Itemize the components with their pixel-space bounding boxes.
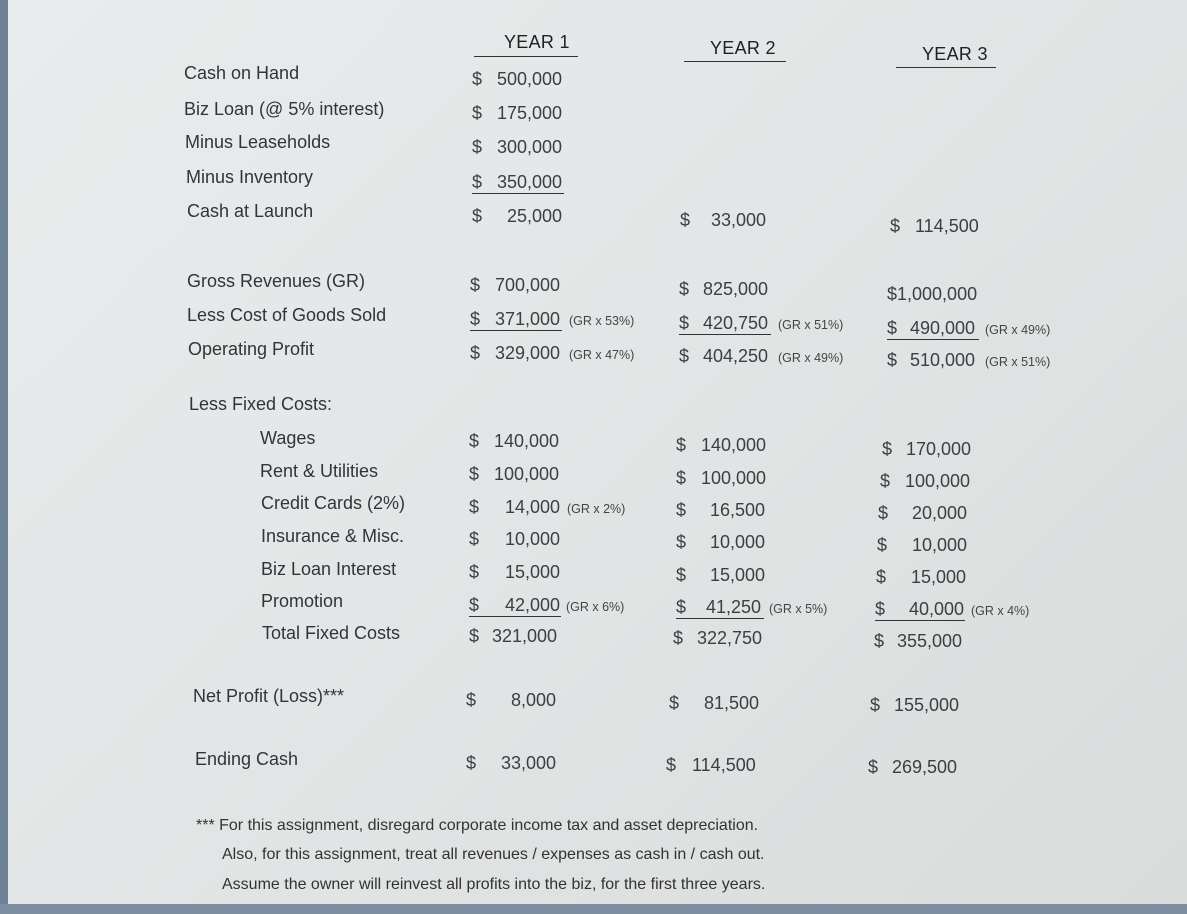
dollar-sign: $ <box>676 435 687 455</box>
y2-gross-revenues: 825,000 <box>703 279 769 299</box>
y1-leaseholds: 300,000 <box>497 137 563 157</box>
y3-loan-interest: 15,000 <box>911 567 967 587</box>
label-cash-on-hand: Cash on Hand <box>184 63 300 83</box>
dollar-sign: $ <box>676 500 687 520</box>
y3-promotion: 40,000 <box>909 599 965 619</box>
label-less-cogs: Less Cost of Goods Sold <box>187 305 387 325</box>
dollar-sign: $ <box>472 137 483 157</box>
dollar-sign: $ <box>669 693 680 713</box>
y2-total-fixed: 322,750 <box>697 628 763 648</box>
dollar-sign: $ <box>469 529 480 549</box>
dollar-sign: $ <box>880 471 891 491</box>
y2-wages: 140,000 <box>701 435 767 455</box>
header-underline-3 <box>896 67 996 68</box>
dollar-sign: $ <box>469 464 480 484</box>
y2-loan-interest: 15,000 <box>710 565 766 585</box>
y2-net-profit: 81,500 <box>704 693 760 713</box>
screen-edge-bottom <box>0 904 1187 914</box>
y1-total-fixed: 321,000 <box>492 626 558 646</box>
label-net-profit: Net Profit (Loss)*** <box>193 686 345 706</box>
y3-cash-at-launch: 114,500 <box>915 216 979 236</box>
dollar-sign: $ <box>469 562 480 582</box>
dollar-sign: $ <box>470 275 481 295</box>
dollar-sign: $ <box>878 503 889 523</box>
y2-ending-cash: 114,500 <box>692 755 756 775</box>
dollar-sign: $ <box>676 532 687 552</box>
label-insurance: Insurance & Misc. <box>261 526 405 546</box>
dollar-sign: $ <box>472 206 483 226</box>
label-minus-leaseholds: Minus Leaseholds <box>185 132 331 152</box>
dollar-sign: $ <box>870 695 881 715</box>
dollar-sign: $ <box>676 468 687 488</box>
dollar-sign: $ <box>666 755 677 775</box>
dollar-sign: $ <box>469 431 480 451</box>
y1-cogs-note: (GR x 53%) <box>569 314 635 328</box>
y1-credit-cards: 14,000 <box>505 497 561 517</box>
y3-promo-note: (GR x 4%) <box>971 604 1030 618</box>
header-year-2: YEAR 2 <box>710 38 776 58</box>
y3-total-fixed: 355,000 <box>897 631 963 651</box>
footnote-line-2: Also, for this assignment, treat all revenues / expenses as cash in / cash out. <box>222 846 765 863</box>
y2-cogs: 420,750 <box>703 313 769 333</box>
y1-rent: 100,000 <box>494 464 560 484</box>
label-total-fixed-costs: Total Fixed Costs <box>262 623 401 643</box>
dollar-sign: $ <box>876 567 887 587</box>
y2-op-note: (GR x 49%) <box>778 351 844 365</box>
y2-credit-cards: 16,500 <box>710 500 766 520</box>
dollar-sign: $ <box>679 279 690 299</box>
y3-gross-revenues: $1,000,000 <box>887 284 978 304</box>
dollar-sign: $ <box>466 690 477 710</box>
dollar-sign: $ <box>472 103 483 123</box>
y3-rent: 100,000 <box>905 471 971 491</box>
label-operating-profit: Operating Profit <box>188 339 315 359</box>
screen-edge-left <box>0 0 8 914</box>
y2-cash-at-launch: 33,000 <box>711 210 767 230</box>
dollar-sign: $ <box>679 346 690 366</box>
label-wages: Wages <box>260 428 316 448</box>
dollar-sign: $ <box>470 343 481 363</box>
y2-insurance: 10,000 <box>710 532 766 552</box>
label-biz-loan: Biz Loan (@ 5% interest) <box>184 99 385 119</box>
y1-gross-revenues: 700,000 <box>495 275 561 295</box>
dollar-sign: $ <box>676 597 764 619</box>
label-less-fixed-costs: Less Fixed Costs: <box>189 394 333 414</box>
y2-promo-note: (GR x 5%) <box>769 602 828 616</box>
y2-promotion: 41,250 <box>706 597 762 617</box>
dollar-sign: $ <box>673 628 684 648</box>
dollar-sign: $ <box>877 535 888 555</box>
dollar-sign: $ <box>890 216 901 236</box>
y1-cogs: 371,000 <box>495 309 561 329</box>
y1-loan-interest: 15,000 <box>505 562 561 582</box>
header-underline-2 <box>684 61 786 62</box>
dollar-sign: $ <box>472 172 564 194</box>
y3-cogs: 490,000 <box>910 318 976 338</box>
y1-inventory: 350,000 <box>497 172 563 192</box>
dollar-sign: $ <box>469 497 480 517</box>
header-underline-1 <box>474 56 578 57</box>
y1-biz-loan: 175,000 <box>497 103 563 123</box>
dollar-sign: $ <box>887 318 979 340</box>
dollar-sign: $ <box>874 631 885 651</box>
label-cash-at-launch: Cash at Launch <box>187 201 314 221</box>
y1-insurance: 10,000 <box>505 529 561 549</box>
y1-promotion: 42,000 <box>505 595 561 615</box>
label-promotion: Promotion <box>261 591 344 611</box>
y3-operating-profit: 510,000 <box>910 350 976 370</box>
label-credit-cards: Credit Cards (2%) <box>261 493 406 513</box>
y3-insurance: 10,000 <box>912 535 968 555</box>
dollar-sign: $ <box>875 599 965 621</box>
label-rent-utilities: Rent & Utilities <box>260 461 379 481</box>
dollar-sign: $ <box>882 439 893 459</box>
y2-operating-profit: 404,250 <box>703 346 769 366</box>
dollar-sign: $ <box>868 757 879 777</box>
y1-ending-cash: 33,000 <box>501 753 557 773</box>
dollar-sign: $ <box>676 565 687 585</box>
dollar-sign: $ <box>469 595 561 617</box>
dollar-sign: $ <box>469 626 480 646</box>
dollar-sign: $ <box>472 69 483 89</box>
dollar-sign: $ <box>466 753 477 773</box>
y2-rent: 100,000 <box>701 468 767 488</box>
y1-op-note: (GR x 47%) <box>569 348 635 362</box>
y2-cogs-note: (GR x 51%) <box>778 318 844 332</box>
y1-cc-note: (GR x 2%) <box>567 502 626 516</box>
y1-operating-profit: 329,000 <box>495 343 561 363</box>
y3-op-note: (GR x 51%) <box>985 355 1051 369</box>
label-ending-cash: Ending Cash <box>195 749 299 769</box>
y1-cash-on-hand: 500,000 <box>497 69 563 89</box>
dollar-sign: $ <box>887 350 898 370</box>
header-year-1: YEAR 1 <box>504 32 570 52</box>
y1-net-profit: 8,000 <box>511 690 557 710</box>
dollar-sign: $ <box>680 210 691 230</box>
dollar-sign: $ <box>679 313 771 335</box>
y3-credit-cards: 20,000 <box>912 503 968 523</box>
y1-wages: 140,000 <box>494 431 560 451</box>
label-loan-interest: Biz Loan Interest <box>261 559 397 579</box>
label-gross-revenues: Gross Revenues (GR) <box>187 271 366 291</box>
y3-net-profit: 155,000 <box>894 695 960 715</box>
footnote-line-1: *** For this assignment, disregard corporate income tax and asset depreciation. <box>196 817 759 834</box>
header-year-3: YEAR 3 <box>922 44 988 64</box>
dollar-sign: $ <box>470 309 562 331</box>
label-minus-inventory: Minus Inventory <box>186 167 314 187</box>
y3-cogs-note: (GR x 49%) <box>985 323 1051 337</box>
y1-cash-at-launch: 25,000 <box>507 206 563 226</box>
y3-ending-cash: 269,500 <box>892 757 958 777</box>
footnote-line-3: Assume the owner will reinvest all profits into the biz, for the first three years. <box>222 876 766 893</box>
y1-promo-note: (GR x 6%) <box>566 600 625 614</box>
y3-wages: 170,000 <box>906 439 972 459</box>
